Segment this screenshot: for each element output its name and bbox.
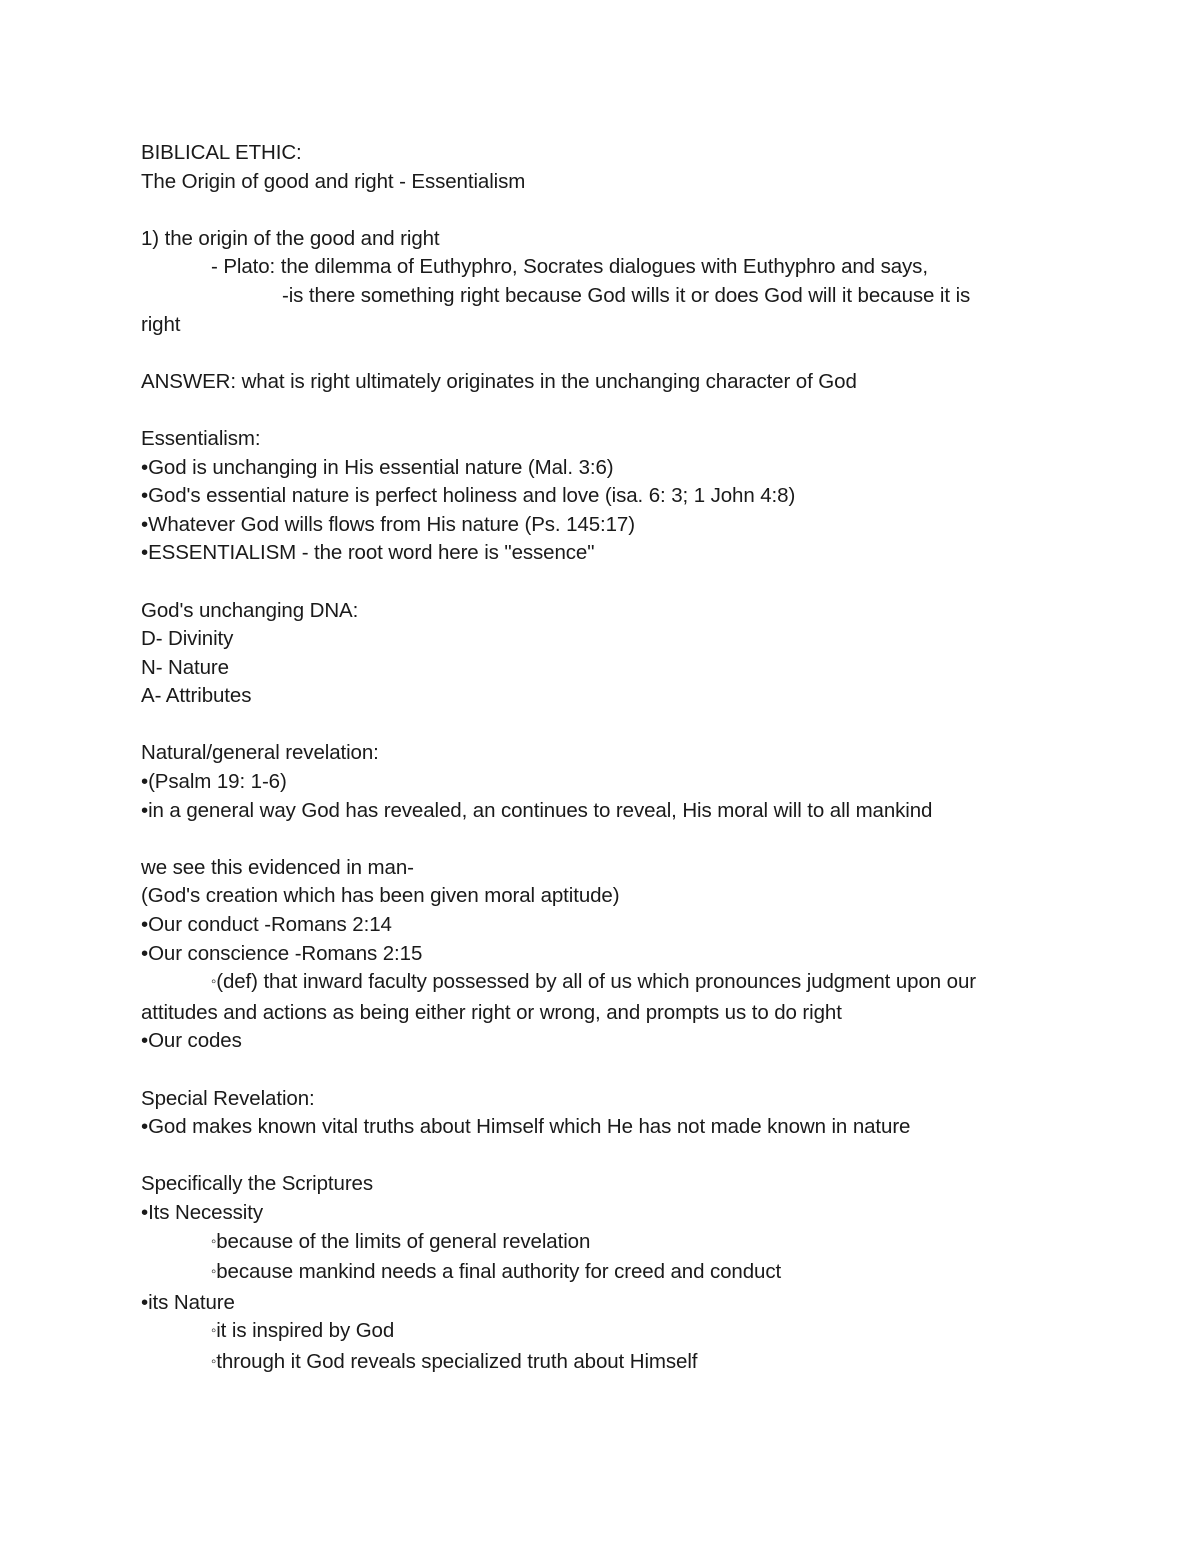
list-item: • (Psalm 19: 1-6) [141, 768, 1041, 797]
list-item: • Its Necessity [141, 1199, 1041, 1228]
sub-list-item: ◦ it is inspired by God [141, 1317, 1041, 1348]
sub-list-item: ◦ (def) that inward faculty possessed by all of us which pronounces judgment upon our [141, 968, 1041, 999]
list-item: • Our codes [141, 1027, 1041, 1056]
sub-list-item: ◦ because of the limits of general revelation [141, 1228, 1041, 1259]
origin-heading: 1) the origin of the good and right [141, 226, 440, 250]
dna-item: A- Attributes [141, 684, 252, 708]
dna-item: N- Nature [141, 655, 229, 679]
list-item: • Our conscience -Romans 2:15 [141, 940, 1041, 969]
spacer [141, 396, 1041, 425]
spacer [141, 711, 1041, 740]
special-revelation-heading: Special Revelation: [141, 1086, 315, 1110]
scriptures-heading: Specifically the Scriptures [141, 1172, 374, 1196]
dna-heading: God's unchanging DNA: [141, 598, 359, 622]
spacer [141, 568, 1041, 597]
euthyphro-question-continued: right [141, 312, 181, 336]
spacer [141, 825, 1041, 854]
list-item: • God makes known vital truths about Himself which He has not made known in nature [141, 1113, 1041, 1142]
list-item: • Whatever God wills flows from His nature (Ps. 145:17) [141, 511, 1041, 540]
evidence-line: (God's creation which has been given moral aptitude) [141, 884, 620, 908]
evidence-line: we see this evidenced in man- [141, 855, 414, 879]
list-item: • God is unchanging in His essential nature (Mal. 3:6) [141, 454, 1041, 483]
document-body [141, 139, 1041, 1379]
answer-line: ANSWER: what is right ultimately originates in the unchanging character of God [141, 369, 857, 393]
list-item: • God's essential nature is perfect holiness and love (isa. 6: 3; 1 John 4:8) [141, 482, 1041, 511]
list-item: • Our conduct -Romans 2:14 [141, 911, 1041, 940]
essentialism-heading: Essentialism: [141, 426, 261, 450]
list-item: • its Nature [141, 1289, 1041, 1318]
spacer [141, 1056, 1041, 1085]
sub-list-item: ◦ through it God reveals specialized truth about Himself [141, 1348, 1041, 1379]
dna-item: D- Divinity [141, 627, 234, 651]
spacer [141, 339, 1041, 368]
list-item: • in a general way God has revealed, an continues to reveal, His moral will to all mankind [141, 797, 1041, 826]
document-title: BIBLICAL ETHIC: [141, 141, 302, 164]
euthyphro-question: -is there something right because God wills it or does God will it because it is [282, 283, 971, 307]
natural-revelation-heading: Natural/general revelation: [141, 741, 379, 765]
spacer [141, 196, 1041, 225]
spacer [141, 1142, 1041, 1171]
plato-line: - Plato: the dilemma of Euthyphro, Socrates dialogues with Euthyphro and says, [211, 255, 928, 279]
document-subtitle: The Origin of good and right - Essentialism [141, 169, 526, 193]
list-item: • ESSENTIALISM - the root word here is "essence" [141, 539, 1041, 568]
definition-continued: attitudes and actions as being either right or wrong, and prompts us to do right [141, 1000, 842, 1024]
sub-list-item: ◦ because mankind needs a final authority for creed and conduct [141, 1258, 1041, 1289]
